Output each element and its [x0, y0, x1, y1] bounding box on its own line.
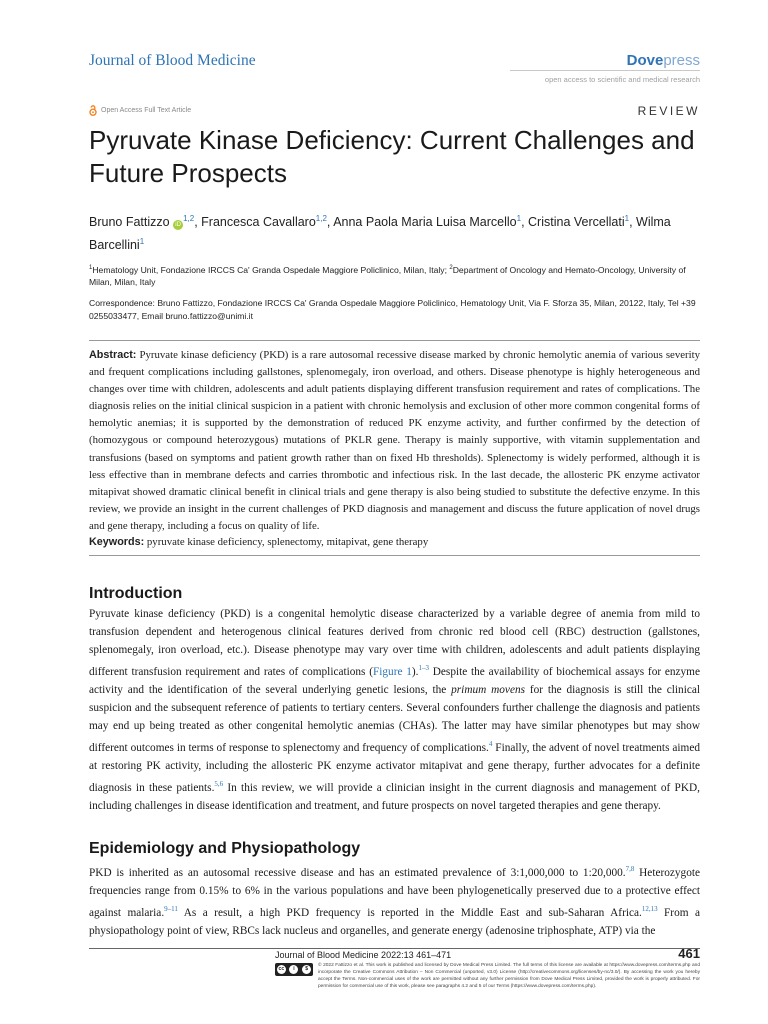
by-icon: i	[289, 965, 298, 974]
section-heading-epidemiology: Epidemiology and Physiopathology	[89, 840, 361, 857]
citation-link[interactable]: 7,8	[625, 865, 635, 873]
figure-link[interactable]: Figure 1	[372, 666, 412, 679]
page-number: 461	[678, 946, 700, 961]
citation-link[interactable]: 9–11	[164, 904, 178, 913]
author-name[interactable]: Bruno Fattizzo	[89, 215, 170, 230]
paragraph-text: Finally, the advent of novel treatments aimed at restoring PK activity, including the allosteric PK enzyme activator mitapivat and gene therapy, further advocates for a definite diagnosis in these patients.	[89, 742, 700, 795]
affiliation-number: 2	[449, 265, 453, 271]
abstract-label: Abstract:	[89, 349, 137, 361]
author-affiliation[interactable]: 1,2	[183, 214, 195, 223]
affiliation-1: Hematology Unit, Fondazione IRCCS Ca' Granda Ospedale Maggiore Policlinico, Milan, Italy;	[92, 264, 447, 275]
citation-link[interactable]: 5,6	[214, 780, 224, 789]
nc-icon: $	[302, 965, 311, 974]
author-affiliation[interactable]: 1	[139, 237, 145, 247]
paragraph-text: ).	[411, 666, 419, 679]
keywords-label: Keywords:	[89, 536, 145, 548]
footer-divider	[89, 948, 700, 949]
publisher-logo-light: press	[663, 52, 700, 69]
open-access-lock-icon	[89, 105, 97, 116]
introduction-paragraph	[89, 605, 700, 815]
publisher-logo[interactable]	[627, 52, 700, 69]
affiliation-number: 1	[89, 265, 93, 271]
affiliations	[89, 262, 704, 289]
epidemiology-paragraph	[89, 860, 700, 940]
citation-link[interactable]: 12,13	[641, 904, 658, 913]
section-heading-introduction: Introduction	[89, 585, 183, 602]
publisher-logo-bold: Dove	[626, 52, 664, 69]
journal-name[interactable]: Journal of Blood Medicine	[89, 52, 256, 69]
author-list: Bruno Fattizzo iD$^{1,2}$, Francesca Cavallaro$^{1,2}$, Anna Paola Maria Luisa Marcello$^1$, Cristina Vercellati$^1$, Wilma Barcellini$^1$	[89, 214, 671, 253]
author-name[interactable]: Anna Paola Maria Luisa Marcello	[333, 215, 517, 230]
author-name[interactable]: Francesca Cavallaro	[201, 215, 316, 230]
article-type: REVIEW	[637, 104, 700, 118]
paragraph-text: From a physiopathology point of view, RBCs lack nucleus and organelles, and generate energy (adenosine triphosphate, ATP) via the	[89, 906, 700, 937]
keywords-text: pyruvate kinase deficiency, splenectomy, mitapivat, gene therapy	[146, 536, 429, 548]
paragraph-text: Despite the availability of biochemical assays for enzyme activity and the identification of the several underlying genetic lesions, the	[89, 666, 700, 697]
author-name[interactable]: Wilma Barcellini	[89, 215, 671, 253]
article-title: Pyruvate Kinase Deficiency: Current Challenges and Future Prospects	[89, 125, 695, 188]
paragraph-text: PKD is inherited as an autosomal recessive disease and has an estimated prevalence of 3:1,000,000 to 1:20,000.	[89, 866, 626, 879]
correspondence: Correspondence: Bruno Fattizzo, Fondazione IRCCS Ca' Granda Ospedale Maggiore Policlinico, Hematology Unit, Via F. Sforza 35, Milan, 20122, Italy, Tel +39 0255033477, Email bruno.fattizzo@unimi.it	[89, 298, 696, 321]
header-divider	[510, 70, 700, 71]
author-name[interactable]: Cristina Vercellati	[528, 215, 625, 230]
abstract	[89, 347, 700, 535]
author-affiliation[interactable]: 1,2	[315, 214, 327, 223]
abstract-text: Pyruvate kinase deficiency (PKD) is a rare autosomal recessive disease marked by chronic hemolytic anemia of various severity and frequent complications including gallstones, splenomegaly, iron overload, and others. Disease phenotype is highly heterogeneous and changes over time with children, adolescents and adult patients displaying different transfusion requirement and rates of complications. The diagnosis relies on the initial clinical suspicion in a patient with chronic hemolysis and exclusion of other more common congenital forms of hemolytic anemias; it is supported by the demonstration of reduced PK enzyme activity, and further confirmed by the detection of (homozygous or compound heterozygous) mutations of PKLR gene. Therapy is mainly supportive, with vitamin supplementation and transfusions (based on symptoms and patient growth rather than on fixed Hb thresholds). Splenectomy is widely performed, although it is less effective than in membrane defects and carries thrombotic and infectious risk. In the last decade, the allosteric PK enzyme activator mitapivat showed dramatic clinical benefit in clinical trials and gene therapy is also being studied to substitute the defective enzyme. In this review, we provide an insight in the current challenges of PKD diagnosis and management and discuss the future application of novel drugs and gene therapy, including a focus on quality of life.	[89, 349, 701, 532]
italic-term: primum movens	[451, 684, 525, 697]
paragraph-text: Pyruvate kinase deficiency (PKD) is a congenital hemolytic disease characterized by a variable degree of anemia from mild to transfusion dependent and heterogenous clinical features derived from chronic red blood cell (RBC) destruction (gallstones, splenomegaly, iron overload, etc.). Disease phenotype may vary over time with children, adolescents and adult patients displaying different transfusion requirement and rates of complications (	[89, 608, 700, 679]
paragraph-text: Heterozygote frequencies range from 0.15% to 6% in the various populations and have been phylogenetically preserved due to a protective effect against malaria.	[89, 866, 701, 919]
orcid-icon[interactable]: iD	[173, 220, 183, 230]
paragraph-text: As a result, a high PKD frequency is reported in the Middle East and sub-Saharan Africa.	[177, 906, 642, 919]
citation-link[interactable]: 1–3	[418, 664, 429, 673]
footer-citation: Journal of Blood Medicine 2022:13 461–471	[275, 950, 452, 960]
license-text: © 2022 Fattizzo et al. This work is published and licensed by Dove Medical Press Limited. The full terms of this license are available at https://www.dovepress.com/terms.php and incorporate the Creative Commons Attribution – Non Commercial (unported, v3.0) License (http://creativecommons.org/licenses/by-nc/3.0/). By accessing the work you hereby accept the Terms. Non-commercial uses of the work are permitted without any further permission from Dove Medical Press Limited, provided the work is properly attributed. For permission for commercial use of this work, please see paragraphs 4.2 and 5 of our Terms (https://www.dovepress.com/terms.php).	[318, 963, 700, 989]
affiliation-2: Department of Oncology and Hemato-Oncology, University of Milan, Milan, Italy	[89, 264, 686, 288]
citation-link[interactable]: 4	[488, 740, 493, 749]
abstract-divider-bottom	[89, 555, 700, 556]
abstract-divider-top	[89, 340, 700, 341]
keywords	[89, 534, 700, 551]
cc-icon: cc	[278, 966, 285, 972]
publisher-tagline: open access to scientific and medical research	[544, 75, 700, 84]
open-access-badge[interactable]	[89, 105, 191, 116]
author-affiliation[interactable]: 1	[624, 214, 630, 223]
author-affiliation[interactable]: 1	[516, 214, 522, 223]
paragraph-text: In this review, we will provide a clinician insight in the current diagnosis and management of PKD, including challenges in disease identification and treatment, and future prospects on novel targeted therapies and gene therapy.	[89, 782, 700, 813]
open-access-label: Open Access Full Text Article	[101, 107, 192, 114]
paragraph-text: for the diagnosis is still the clinical suspicion and the subsequent reference of patients to tertiary centers. Several confounders further challenge the diagnosis and patients may end up being treated as other congenital hemolytic anemias (CHAs). The latter may have similar phenotypes but may show different outcomes in terms of response to splenectomy and frequency of complications.	[89, 684, 700, 755]
creative-commons-license-icon[interactable]	[275, 963, 313, 976]
